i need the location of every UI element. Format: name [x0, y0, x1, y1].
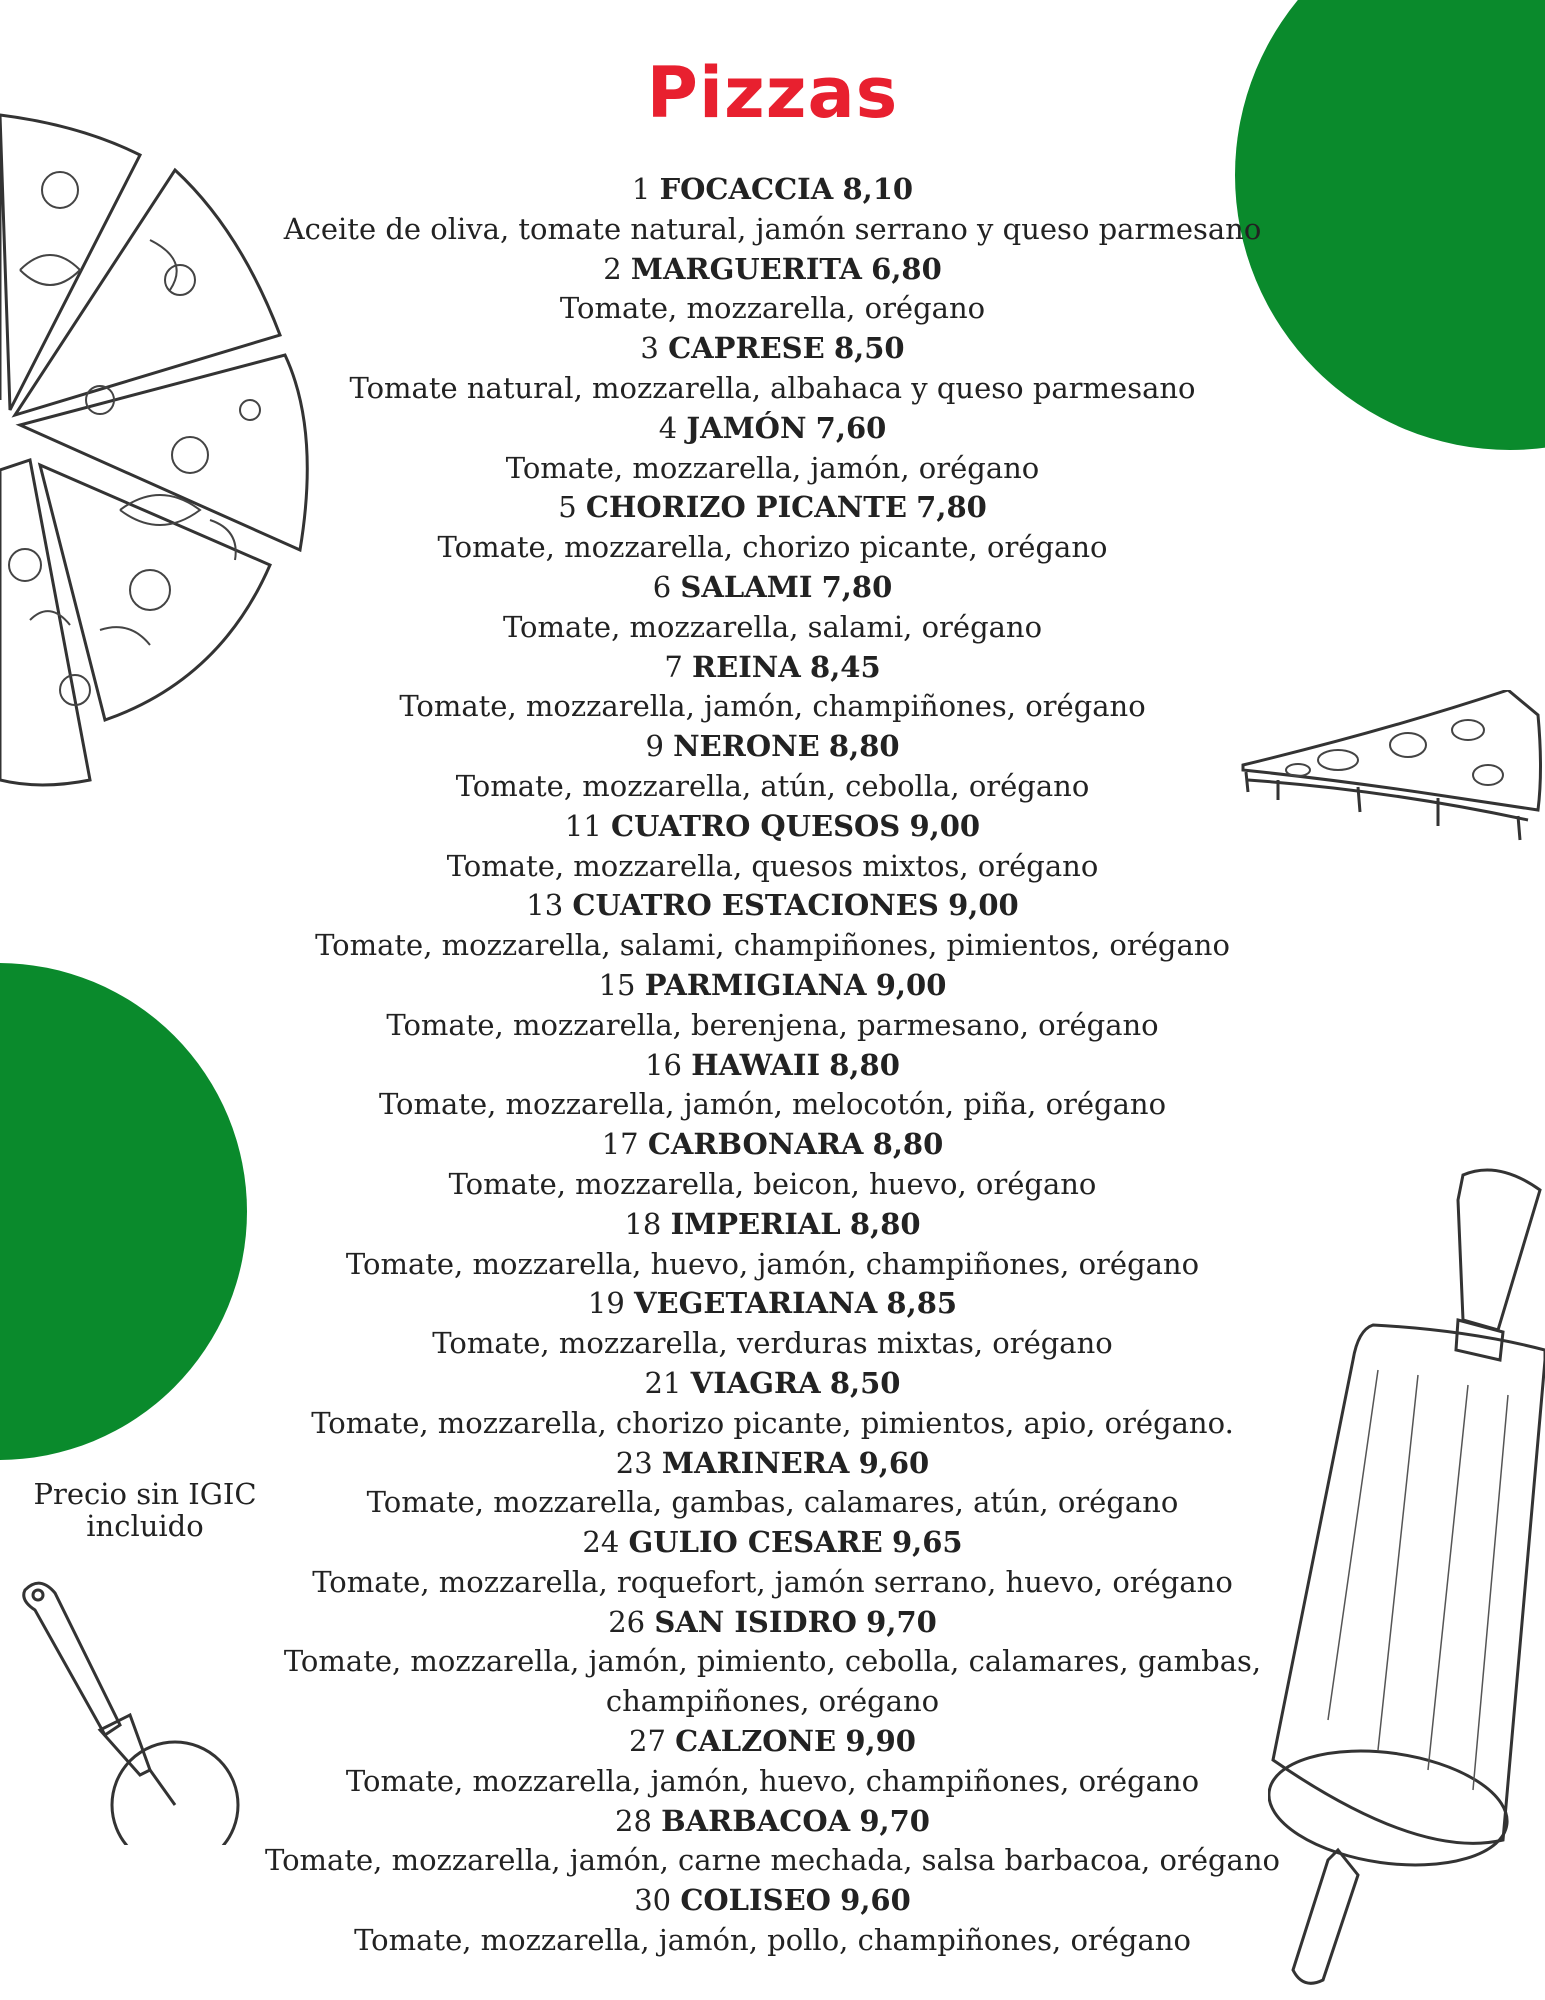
menu-item-price: 8,80 [849, 1206, 921, 1241]
menu-item-heading [250, 1046, 1295, 1086]
menu-item-heading [250, 727, 1295, 767]
menu-item-number: 18 [624, 1206, 662, 1241]
menu-item-price: 8,45 [810, 649, 881, 684]
tax-note [20, 1478, 270, 1542]
menu-item-name: CHORIZO PICANTE [585, 490, 907, 525]
menu-item-number: 28 [615, 1803, 652, 1838]
menu-item-name: BARBACOA [661, 1803, 851, 1838]
menu-item-price: 9,65 [891, 1525, 963, 1560]
menu-item-description: Tomate, mozzarella, jamón, pimiento, cebolla, calamares, gambas, [283, 1644, 1262, 1679]
menu-item-heading [250, 807, 1295, 847]
menu-item-number: 2 [603, 251, 622, 286]
menu-item-number: 19 [587, 1286, 625, 1321]
decorative-green-circle-left [0, 963, 247, 1460]
menu-item-price: 7,80 [821, 569, 893, 604]
menu-item-name: SALAMI [680, 569, 813, 604]
menu-item-description: Tomate, mozzarella, jamón, carne mechada, salsa barbacoa, orégano [265, 1843, 1280, 1878]
menu-item-price: 9,00 [948, 888, 1019, 923]
menu-item-description: Tomate, mozzarella, jamón, orégano [505, 450, 1040, 485]
menu-item-name: CALZONE [675, 1724, 837, 1759]
menu-item-description: Tomate, mozzarella, salami, champiñones, pimientos, orégano [315, 928, 1230, 963]
menu-item-number: 7 [664, 649, 683, 684]
menu-item-description: Tomate, mozzarella, jamón, huevo, champiñones, orégano [345, 1763, 1200, 1798]
menu-item-description: Tomate, mozzarella, gambas, calamares, atún, orégano [366, 1485, 1179, 1520]
tax-note-line: Precio sin IGIC [33, 1477, 257, 1511]
menu-item-description: Tomate, mozzarella, atún, cebolla, orégano [455, 768, 1090, 803]
menu-item-name: VIAGRA [690, 1365, 821, 1400]
menu-item-heading [250, 1284, 1295, 1324]
menu-item-description: Tomate, mozzarella, jamón, champiñones, orégano [399, 689, 1146, 724]
menu-item-heading [250, 568, 1295, 608]
menu-item-name: JAMÓN [686, 410, 807, 445]
menu-title: Pizzas [646, 52, 899, 134]
menu-item-heading [250, 966, 1295, 1006]
menu-item-price: 8,85 [886, 1286, 958, 1321]
menu-item-number: 24 [582, 1525, 620, 1560]
menu-item-description: Tomate, mozzarella, roquefort, jamón serrano, huevo, orégano [312, 1564, 1233, 1599]
menu-item-description: Tomate, mozzarella, jamón, pollo, champiñones, orégano [354, 1923, 1191, 1958]
menu-item-number: 30 [634, 1883, 672, 1918]
menu-item-price: 9,00 [875, 967, 947, 1002]
menu-item-heading [250, 1722, 1295, 1762]
menu-item-description: Tomate, mozzarella, quesos mixtos, orégano [446, 848, 1099, 883]
menu-item-price: 9,70 [866, 1604, 937, 1639]
menu-item-name: MARINERA [661, 1445, 850, 1480]
menu-item-price: 7,80 [916, 490, 987, 525]
menu-item-name: COLISEO [680, 1883, 831, 1918]
menu-item-name: IMPERIAL [670, 1206, 841, 1241]
menu-item-heading [250, 1205, 1295, 1245]
menu-item-price: 8,80 [828, 729, 900, 764]
menu-item-price: 8,50 [829, 1365, 901, 1400]
menu-item-number: 9 [645, 729, 664, 764]
menu-item-heading [250, 1881, 1295, 1921]
rolling-pin-icon [1268, 1160, 1545, 1990]
menu-item-description: Tomate, mozzarella, salami, orégano [502, 609, 1043, 644]
menu-item-name: MARGUERITA [630, 251, 862, 286]
menu-item-heading [250, 648, 1295, 688]
menu-item-heading [250, 329, 1295, 369]
menu-item-heading [250, 886, 1295, 926]
menu-item-description: Tomate natural, mozzarella, albahaca y queso parmesano [349, 370, 1196, 405]
menu-item-heading [250, 1802, 1295, 1842]
menu-item-name: CUATRO QUESOS [611, 808, 901, 843]
menu-item-name: CAPRESE [668, 331, 825, 366]
menu-item-number: 4 [658, 410, 678, 445]
menu-item-heading [250, 1523, 1295, 1563]
menu-item-name: GULIO CESARE [628, 1525, 883, 1560]
menu-item-number: 23 [615, 1445, 653, 1480]
menu-item-price: 8,50 [833, 331, 905, 366]
menu-item-heading [250, 1125, 1295, 1165]
menu-item-description: Tomate, mozzarella, chorizo picante, orégano [437, 530, 1108, 565]
menu-item-price: 6,80 [871, 251, 942, 286]
menu-item-name: REINA [692, 649, 801, 684]
menu-item-price: 7,60 [815, 410, 887, 445]
menu-item-number: 6 [652, 569, 672, 604]
menu-item-number: 17 [601, 1127, 639, 1162]
menu-item-description: Aceite de oliva, tomate natural, jamón serrano y queso parmesano [283, 211, 1262, 246]
menu-item-number: 15 [598, 967, 636, 1002]
menu-item-price: 9,90 [845, 1724, 916, 1759]
menu-item-price: 9,60 [840, 1883, 911, 1918]
menu-item-price: 8,10 [842, 172, 914, 206]
menu-item-price: 9,60 [858, 1445, 930, 1480]
menu-item-name: FOCACCIA [659, 172, 834, 206]
menu-item-number: 5 [558, 490, 577, 525]
menu-item-heading [250, 409, 1295, 449]
pizza-menu-list [250, 170, 1295, 1961]
menu-item-number: 1 [631, 172, 651, 206]
menu-item-name: CUATRO ESTACIONES [572, 888, 939, 923]
menu-item-number: 13 [526, 888, 564, 923]
menu-item-description: Tomate, mozzarella, huevo, jamón, champiñones, orégano [345, 1246, 1200, 1281]
menu-item-number: 3 [640, 331, 659, 366]
menu-item-heading [250, 1603, 1295, 1643]
menu-item-number: 27 [629, 1724, 666, 1759]
menu-item-number: 16 [645, 1047, 682, 1082]
menu-item-heading [250, 488, 1295, 528]
menu-item-description: Tomate, mozzarella, beicon, huevo, orégano [448, 1166, 1097, 1201]
menu-item-heading [250, 170, 1295, 210]
menu-item-description: Tomate, mozzarella, orégano [559, 291, 986, 326]
menu-item-heading [250, 250, 1295, 290]
menu-item-price: 9,70 [859, 1803, 930, 1838]
menu-item-number: 26 [608, 1604, 646, 1639]
menu-item-description: Tomate, mozzarella, verduras mixtas, orégano [432, 1326, 1113, 1361]
menu-item-description: champiñones, orégano [605, 1684, 940, 1719]
menu-item-price: 9,00 [909, 808, 981, 843]
menu-item-number: 11 [564, 808, 602, 843]
menu-item-name: VEGETARIANA [634, 1286, 878, 1321]
menu-item-name: HAWAII [691, 1047, 821, 1082]
menu-item-description: Tomate, mozzarella, jamón, melocotón, piña, orégano [378, 1087, 1167, 1122]
menu-item-heading [250, 1444, 1295, 1484]
menu-item-description: Tomate, mozzarella, chorizo picante, pimientos, apio, orégano. [311, 1405, 1234, 1440]
menu-item-name: SAN ISIDRO [654, 1604, 857, 1639]
pizza-cutter-icon [10, 1575, 250, 1845]
menu-item-price: 8,80 [829, 1047, 900, 1082]
menu-item-name: CARBONARA [647, 1127, 864, 1162]
menu-item-name: NERONE [673, 729, 820, 764]
menu-item-number: 21 [644, 1365, 682, 1400]
menu-item-description: Tomate, mozzarella, berenjena, parmesano, orégano [386, 1007, 1159, 1042]
menu-item-name: PARMIGIANA [644, 967, 867, 1002]
menu-item-price: 8,80 [872, 1127, 944, 1162]
tax-note-line: incluido [86, 1509, 204, 1543]
menu-item-heading [250, 1364, 1295, 1404]
